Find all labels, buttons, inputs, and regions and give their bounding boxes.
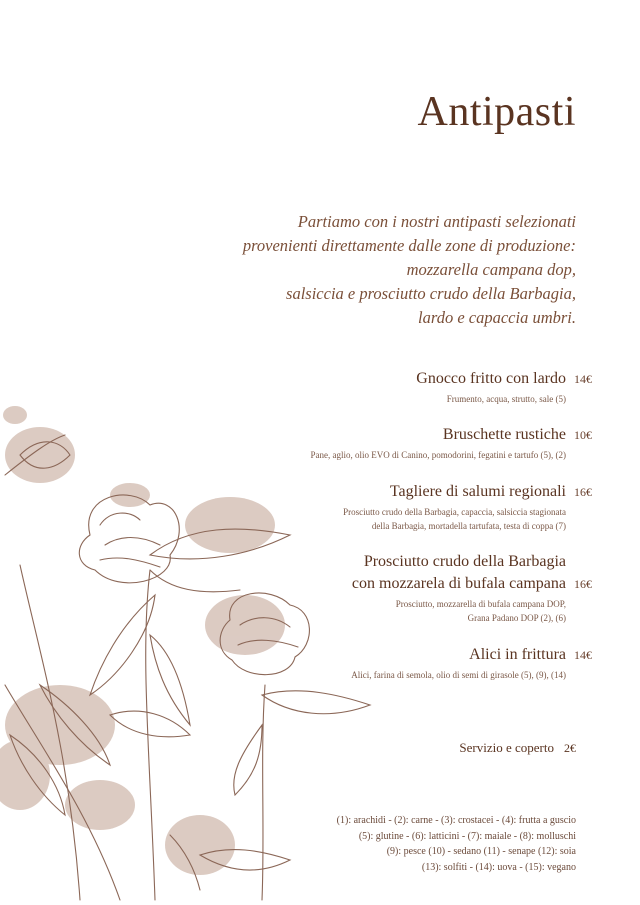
page-title: Antipasti	[417, 89, 576, 135]
menu-item	[416, 368, 592, 406]
intro-line: provenienti direttamente dalle zone di produzione:	[242, 236, 576, 255]
menu-item	[310, 424, 592, 462]
menu-item-name: Alici in frittura	[469, 646, 566, 663]
intro-text	[196, 210, 576, 330]
menu-item-price: 14€	[574, 648, 592, 662]
allergens-line: (9): pesce (10) - sedano (11) - senape (12): soia	[386, 846, 576, 857]
menu-item	[351, 551, 592, 625]
intro-line: mozzarella campana dop,	[406, 260, 576, 279]
service-price: 2€	[564, 741, 576, 755]
menu-item-price: 16€	[574, 577, 592, 591]
clover-flower-illustration-icon	[0, 395, 380, 905]
menu-item-price: 10€	[574, 428, 592, 442]
menu-item-description: Grana Padano DOP (2), (6)	[467, 613, 566, 623]
menu-item-price: 14€	[574, 372, 592, 386]
service-charge	[459, 740, 576, 756]
intro-line: lardo e capaccia umbri.	[418, 308, 576, 327]
menu-item	[351, 644, 592, 682]
allergens-legend	[337, 813, 576, 875]
menu-item-description: Pane, aglio, olio EVO di Canino, pomodorini, fegatini e tartufo (5), (2)	[310, 450, 566, 460]
menu-item-name: Bruschette rustiche	[442, 426, 566, 443]
service-label: Servizio e coperto	[459, 740, 554, 755]
menu-item-description: Prosciutto crudo della Barbagia, capaccia, salsiccia stagionata	[343, 507, 566, 517]
allergens-line: (1): arachidi - (2): carne - (3): crostacei - (4): frutta a guscio	[336, 815, 576, 826]
menu-item-description: Frumento, acqua, strutto, sale (5)	[446, 394, 566, 404]
menu-item-name: Gnocco fritto con lardo	[416, 370, 566, 387]
menu-item-name: Prosciutto crudo della Barbagia	[363, 553, 566, 570]
allergens-line: (5): glutine - (6): latticini - (7): maiale - (8): molluschi	[358, 830, 576, 842]
menu-item-description: della Barbagia, mortadella tartufata, testa di coppa (7)	[371, 521, 566, 531]
menu-item-name: con mozzarela di bufala campana	[351, 575, 566, 592]
allergens-line: (13): solfiti - (14): uova - (15): vegano	[421, 861, 576, 873]
menu-item-price: 16€	[574, 485, 592, 499]
menu-item-name: Tagliere di salumi regionali	[389, 483, 566, 500]
intro-line: salsiccia e prosciutto crudo della Barbagia,	[286, 284, 576, 303]
intro-line: Partiamo con i nostri antipasti selezionati	[297, 212, 576, 231]
menu-item-description: Prosciutto, mozzarella di bufala campana DOP,	[395, 599, 566, 609]
menu-item	[343, 481, 592, 533]
menu-item-description: Alici, farina di semola, olio di semi di girasole (5), (9), (14)	[351, 670, 566, 680]
